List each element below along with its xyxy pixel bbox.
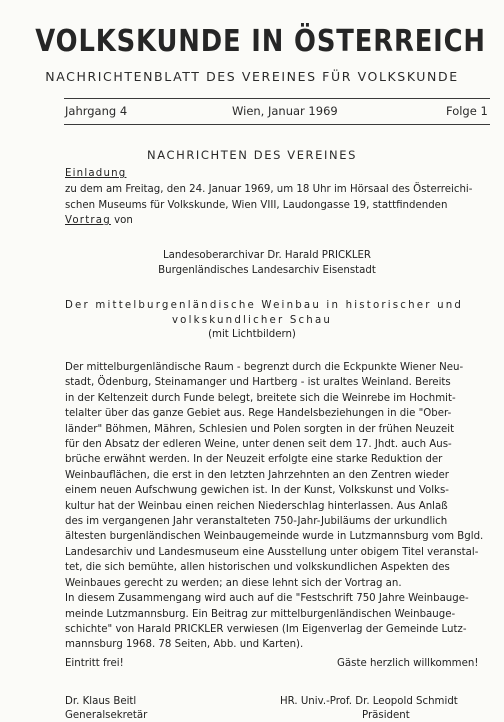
speaker-name: Landesoberarchivar Dr. Harald PRICKLER bbox=[162, 250, 372, 261]
body-line: einem neuen Aufschwung gewichen ist. In der Kunst, Volkskunst und Volks- bbox=[65, 485, 449, 497]
vortrag-label: Vortrag bbox=[65, 215, 111, 226]
talk-note: (mit Lichtbildern) bbox=[208, 329, 296, 340]
speaker-affiliation: Burgenländisches Landesarchiv Eisenstadt bbox=[158, 265, 376, 276]
vortrag-line bbox=[65, 215, 133, 226]
talk-title-line-1: Der mittelburgenländische Weinbau in historischer und bbox=[65, 300, 464, 311]
body-line: kultur hat der Weinbau einen reichen Niederschlag hinterlassen. Aus Anlaß bbox=[65, 500, 448, 512]
body-line: schichte" von Harald PRICKLER verwiesen (Im Eigenverlag der Gemeinde Lutz- bbox=[65, 623, 467, 635]
header-rule-top bbox=[64, 98, 490, 99]
issue-date: Wien, Januar 1969 bbox=[232, 104, 338, 118]
body-line: länder" Böhmen, Mähren, Schlesien und Polen sorgten in der frühen Neuzeit bbox=[65, 423, 455, 435]
signatory-right-role: Präsident bbox=[362, 710, 410, 721]
body-line: Landesarchiv und Landesmuseum eine Ausstellung unter obigem Titel veranstal- bbox=[65, 546, 479, 558]
body-line: telalter über das ganze Gebiet aus. Rege Handelsbeziehungen in die "Ober- bbox=[65, 408, 452, 420]
masthead-title: VOLKSKUNDE IN ÖSTERREICH bbox=[35, 24, 486, 59]
body-line: in der Keltenzeit durch Funde belegt, breitete sich die Weinrebe im Hochmit- bbox=[65, 392, 456, 404]
body-paragraph bbox=[65, 360, 493, 653]
issue-volume: Jahrgang 4 bbox=[65, 104, 128, 118]
intro-line-1: zu dem am Freitag, den 24. Januar 1969, um 18 Uhr im Hörsaal des Österreichi- bbox=[65, 184, 473, 195]
body-line: stadt, Ödenburg, Steinamanger und Hartberg - ist uraltes Weinland. Bereits bbox=[65, 377, 451, 389]
body-line: tet, die sich bemühte, allen historischen und volkskundlichen Aspekten des bbox=[65, 562, 450, 574]
body-line: Weinbauflächen, die erst in den letzten Jahrzehnten an den Zentren wieder bbox=[65, 469, 449, 481]
body-line: In diesem Zusammengang wird auch auf die "Festschrift 750 Jahre Weinbauge- bbox=[65, 593, 469, 605]
body-line: ältesten burgenländischen Weinbaugemeinde wurde in Lutzmannsburg vom Bgld. bbox=[65, 531, 484, 543]
issue-number: Folge 1 bbox=[446, 104, 488, 118]
entry-note: Eintritt frei! bbox=[65, 658, 124, 669]
masthead-subtitle: NACHRICHTENBLATT DES VEREINES FÜR VOLKSKUNDE bbox=[45, 69, 459, 84]
signatory-right-name: HR. Univ.-Prof. Dr. Leopold Schmidt bbox=[280, 696, 458, 707]
talk-title-line-2: volkskundlicher Schau bbox=[171, 315, 333, 326]
body-line: des im vergangenen Jahr veranstalteten 750-Jahr-Jubiläums der urkundlich bbox=[65, 516, 448, 528]
body-line: meinde Lutzmannsburg. Ein Beitrag zur mittelburgenländischen Weinbauge- bbox=[65, 608, 456, 620]
body-line: Der mittelburgenländische Raum - begrenzt durch die Eckpunkte Wiener Neu- bbox=[65, 362, 464, 373]
signatory-left-name: Dr. Klaus Beitl bbox=[65, 696, 137, 707]
intro-line-2: schen Museums für Volkskunde, Wien VIII, Laudongasse 19, stattfindenden bbox=[65, 200, 448, 211]
body-line: für den Absatz der edleren Weine, unter denen seit dem 17. Jhdt. auch Aus- bbox=[65, 439, 452, 451]
body-line: Weinbaues gerecht zu werden; an diese lehnt sich der Vortrag an. bbox=[65, 577, 402, 589]
einladung-label: Einladung bbox=[65, 168, 127, 179]
welcome-note: Gäste herzlich willkommen! bbox=[337, 658, 479, 669]
body-line: brüche erwähnt werden. In der Neuzeit erfolgte eine starke Reduktion der bbox=[65, 454, 443, 466]
header-rule-bottom bbox=[64, 124, 490, 125]
section-heading: NACHRICHTEN DES VEREINES bbox=[147, 148, 357, 162]
von-label: von bbox=[110, 215, 133, 226]
signatory-left-role: Generalsekretär bbox=[65, 710, 148, 721]
body-line: mannsburg 1968. 78 Seiten, Abb. und Karten). bbox=[65, 639, 304, 651]
